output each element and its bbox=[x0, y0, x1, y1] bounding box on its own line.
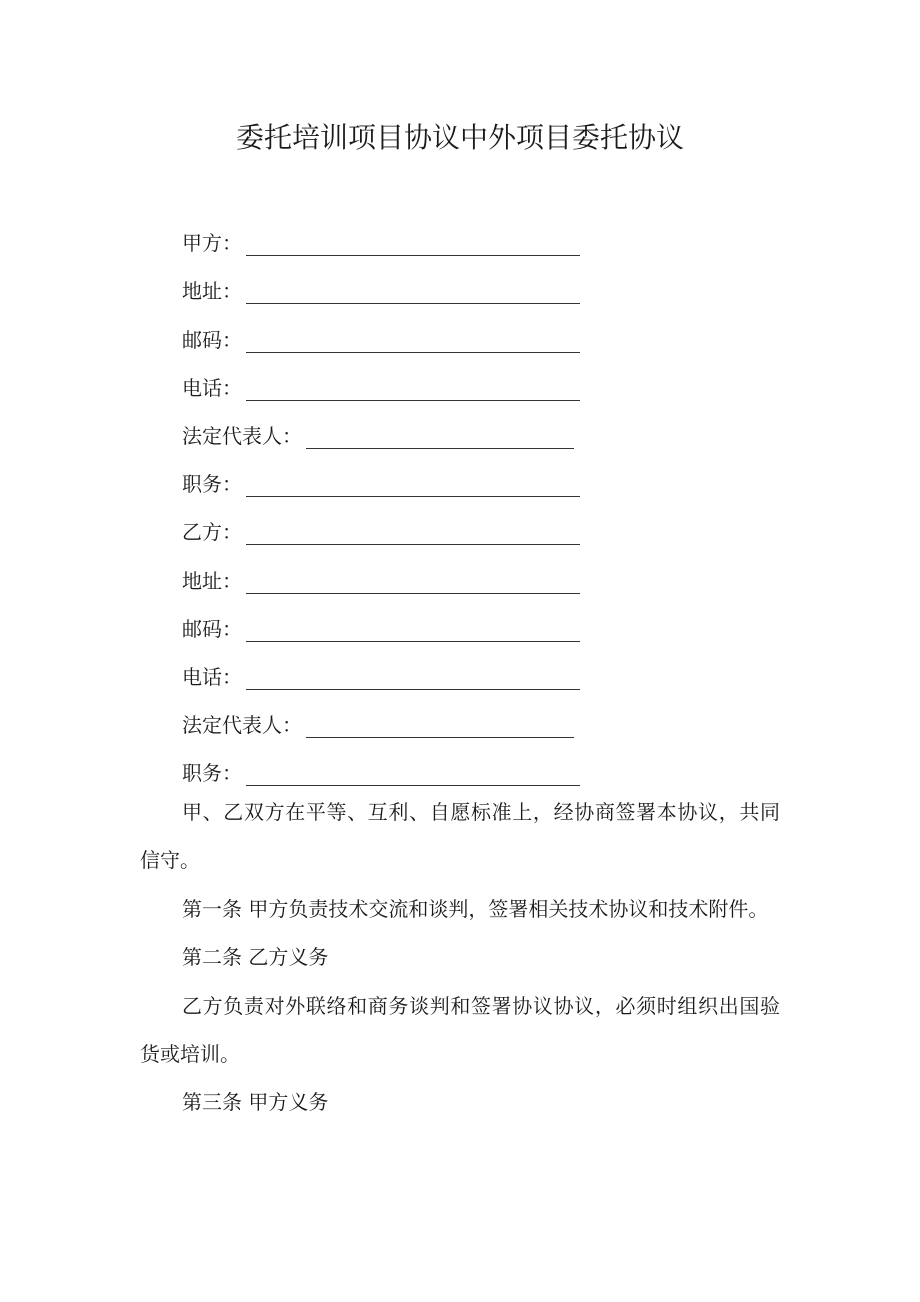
party-a-name-blank bbox=[246, 254, 580, 256]
party-b-name-field bbox=[182, 503, 602, 551]
paragraph-article-2-body: 乙方负责对外联络和商务谈判和签署协议协议，必须时组织出国验货或培训。 bbox=[140, 993, 780, 1067]
paragraph-article-1: 第一条 甲方负责技术交流和谈判，签署相关技术协议和技术附件。 bbox=[182, 896, 769, 921]
party-fields bbox=[182, 214, 602, 792]
party-b-phone-label: 电话： bbox=[182, 664, 242, 689]
party-a-name-field bbox=[182, 214, 602, 262]
party-b-name-label: 乙方： bbox=[182, 520, 242, 545]
agreement-body bbox=[140, 788, 780, 1127]
party-a-legal-rep-field bbox=[182, 407, 602, 455]
party-b-postcode-blank bbox=[246, 640, 580, 642]
party-a-postcode-field bbox=[182, 310, 602, 358]
party-a-postcode-label: 邮码： bbox=[182, 327, 242, 352]
party-b-name-blank bbox=[246, 543, 580, 545]
party-b-position-label: 职务： bbox=[182, 761, 242, 786]
party-a-phone-blank bbox=[246, 399, 580, 401]
party-a-position-field bbox=[182, 455, 602, 503]
party-b-phone-blank bbox=[246, 688, 580, 690]
paragraph-article-2-heading: 第二条 乙方义务 bbox=[182, 945, 329, 970]
party-b-phone-field bbox=[182, 648, 602, 696]
party-a-phone-field bbox=[182, 359, 602, 407]
party-a-phone-label: 电话： bbox=[182, 375, 242, 400]
party-b-postcode-field bbox=[182, 600, 602, 648]
party-a-position-label: 职务： bbox=[182, 472, 242, 497]
party-b-legal-rep-blank bbox=[306, 736, 574, 738]
party-a-legal-rep-label: 法定代表人： bbox=[182, 423, 302, 448]
paragraph-article-3-heading: 第三条 甲方义务 bbox=[182, 1090, 329, 1115]
party-b-address-blank bbox=[246, 592, 580, 594]
paragraph-preamble: 甲、乙双方在平等、互利、自愿标准上，经协商签署本协议，共同信守。 bbox=[140, 800, 780, 873]
party-a-address-field bbox=[182, 262, 602, 310]
party-b-position-field bbox=[182, 744, 602, 792]
party-b-position-blank bbox=[246, 784, 580, 786]
party-a-postcode-blank bbox=[246, 351, 580, 353]
party-a-position-blank bbox=[246, 495, 580, 497]
party-a-address-blank bbox=[246, 302, 580, 304]
party-b-postcode-label: 邮码： bbox=[182, 616, 242, 641]
party-a-address-label: 地址： bbox=[182, 279, 242, 304]
document-title: 委托培训项目协议中外项目委托协议 bbox=[235, 121, 684, 154]
party-a-name-label: 甲方： bbox=[182, 231, 242, 256]
party-b-legal-rep-label: 法定代表人： bbox=[182, 713, 302, 738]
party-b-address-field bbox=[182, 551, 602, 599]
party-b-address-label: 地址： bbox=[182, 568, 242, 593]
party-b-legal-rep-field bbox=[182, 696, 602, 744]
party-a-legal-rep-blank bbox=[306, 447, 574, 449]
